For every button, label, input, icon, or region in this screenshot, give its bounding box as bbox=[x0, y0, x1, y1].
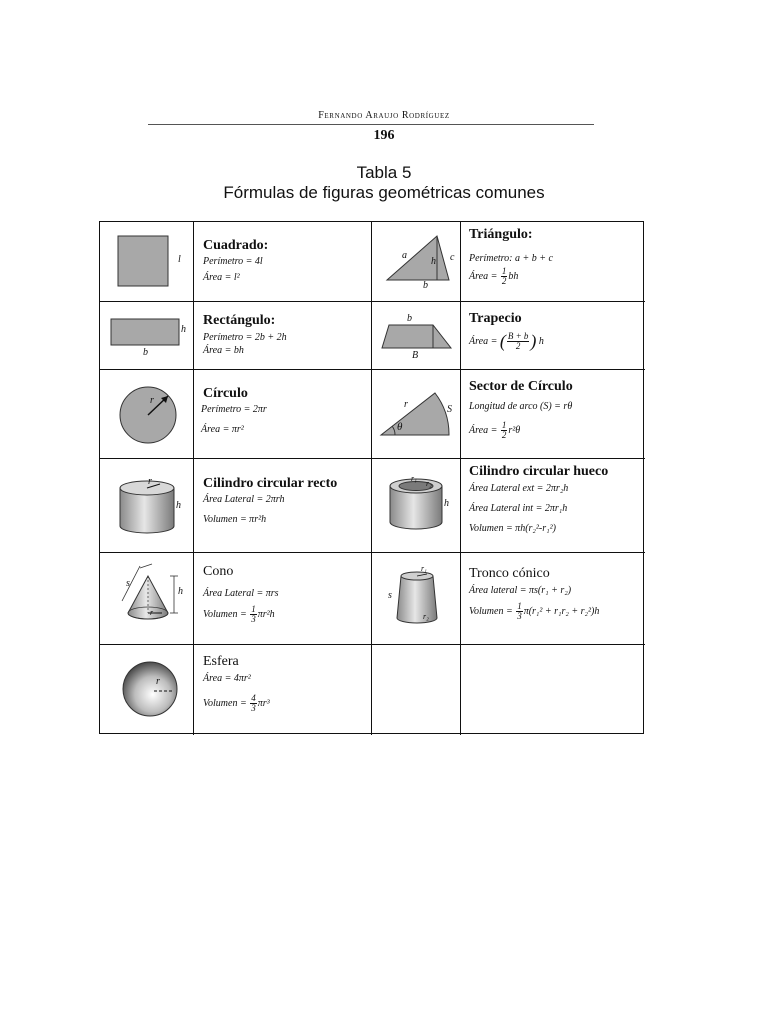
cell-cuadrado-figure bbox=[100, 222, 194, 302]
formula-tronco-lateral: Área lateral = πs(r₁ + r₂) bbox=[469, 585, 572, 596]
frac-den: 2 bbox=[501, 276, 507, 286]
frustum-r2-label: r₂ bbox=[423, 612, 429, 621]
rectangle-b-label: b bbox=[143, 347, 148, 358]
area-prefix: Área = bbox=[469, 335, 498, 347]
fraction bbox=[501, 267, 508, 286]
frustum-s-label: s bbox=[388, 590, 392, 601]
formula-cuadrado-area: Área = l² bbox=[203, 272, 240, 283]
rectangle-h-label: h bbox=[181, 324, 186, 335]
triangle-figure bbox=[371, 222, 461, 302]
cell-sector-text bbox=[460, 369, 645, 459]
hollow-r2-label: r₂ bbox=[426, 479, 432, 488]
cell-sector-figure bbox=[371, 369, 461, 459]
rectangle-figure bbox=[100, 301, 194, 370]
frac-den: 2 bbox=[501, 430, 507, 440]
hollow-h-label: h bbox=[444, 498, 449, 509]
shape-name-cilindro: Cilindro circular recto bbox=[203, 476, 338, 491]
formula-trapecio-area bbox=[469, 331, 544, 352]
frac-num: 1 bbox=[501, 266, 507, 276]
formula-cono-lateral: Área Lateral = πrs bbox=[203, 588, 279, 599]
cell-esfera-text bbox=[193, 644, 372, 735]
formula-tronco-volume bbox=[469, 602, 599, 621]
formula-circulo-perimeter: Perímetro = 2πr bbox=[201, 404, 267, 415]
cell-cilindro-figure bbox=[100, 458, 194, 553]
table-title: Tabla 5 bbox=[356, 163, 412, 182]
cell-triangulo-figure bbox=[371, 222, 461, 302]
cell-cilindro-hueco-figure bbox=[371, 458, 461, 553]
cell-circulo-figure bbox=[100, 369, 194, 459]
hollow-r1-label: r₁ bbox=[411, 474, 417, 483]
formula-cilindro-lateral: Área Lateral = 2πrh bbox=[203, 494, 285, 505]
area-prefix: Área = bbox=[469, 424, 498, 436]
cell-cilindro-text bbox=[193, 458, 372, 553]
frac-num: 1 bbox=[517, 601, 522, 611]
triangle-a-label: a bbox=[402, 250, 407, 261]
formula-circulo-area: Área = πr² bbox=[201, 424, 244, 435]
paren-close: ) bbox=[530, 331, 537, 351]
formula-sector-arc: Longitud de arco (S) = rθ bbox=[469, 401, 573, 412]
formula-hueco-lateral-int: Área Lateral int = 2πr₁h bbox=[469, 503, 568, 514]
sector-s-label: S bbox=[447, 404, 452, 415]
area-suffix: r²θ bbox=[508, 424, 521, 436]
cell-cono-text bbox=[193, 552, 372, 645]
cell-triangulo-text bbox=[460, 222, 645, 302]
frac-den: 3 bbox=[251, 614, 256, 624]
volume-prefix: Volumen = bbox=[469, 605, 513, 617]
running-head: Fernando Araujo Rodríguez bbox=[318, 110, 450, 121]
formula-triangulo-area bbox=[469, 267, 518, 286]
volume-prefix: Volumen = bbox=[203, 697, 247, 709]
formula-table bbox=[99, 221, 644, 734]
shape-name-cuadrado: Cuadrado: bbox=[203, 238, 269, 253]
cell-empty-text bbox=[460, 644, 645, 735]
triangle-c-label: c bbox=[450, 252, 455, 263]
frac-num: 1 bbox=[501, 420, 507, 430]
shape-name-triangulo: Triángulo: bbox=[469, 227, 533, 242]
shape-name-cilindro-hueco: Cilindro circular hueco bbox=[469, 464, 609, 479]
fraction bbox=[507, 332, 530, 351]
frac-num: B + b bbox=[507, 331, 529, 341]
formula-hueco-lateral-ext: Área Lateral ext = 2πr₂h bbox=[469, 483, 569, 494]
cell-rectangulo-text bbox=[193, 301, 372, 370]
circle-radius-label: r bbox=[150, 395, 154, 406]
fraction bbox=[250, 694, 257, 713]
cell-circulo-text bbox=[193, 369, 372, 459]
shape-name-circulo: Círculo bbox=[203, 386, 248, 401]
trapezoid-b-label: b bbox=[407, 313, 412, 324]
frac-den: 3 bbox=[517, 611, 522, 621]
sector-r-label: r bbox=[404, 399, 408, 410]
cone-h-label: h bbox=[178, 586, 183, 597]
formula-esfera-volume bbox=[203, 694, 270, 713]
volume-prefix: Volumen = bbox=[203, 608, 247, 620]
frac-den: 2 bbox=[515, 341, 521, 351]
frustum-figure bbox=[371, 552, 461, 645]
area-suffix: bh bbox=[508, 270, 519, 282]
sphere-figure bbox=[100, 644, 194, 735]
paren-open: ( bbox=[499, 331, 506, 351]
frac-num: 4 bbox=[251, 693, 256, 703]
cell-tronco-figure bbox=[371, 552, 461, 645]
square-side-label: l bbox=[178, 254, 181, 265]
shape-name-rectangulo: Rectángulo: bbox=[203, 313, 276, 328]
cone-s-label: s bbox=[126, 578, 130, 589]
frac-den: 3 bbox=[251, 703, 256, 713]
cell-cuadrado-text bbox=[193, 222, 372, 302]
formula-cono-volume bbox=[203, 605, 275, 624]
trapezoid-B-label: B bbox=[412, 350, 419, 361]
shape-name-cono: Cono bbox=[203, 564, 234, 579]
formula-cilindro-volume: Volumen = πr²h bbox=[203, 514, 267, 525]
shape-name-tronco: Tronco cónico bbox=[469, 566, 550, 581]
shape-name-trapecio: Trapecio bbox=[469, 311, 522, 326]
sector-theta-label: θ bbox=[397, 421, 403, 433]
triangle-h-label: h bbox=[431, 256, 436, 267]
cell-tronco-text bbox=[460, 552, 645, 645]
shape-name-esfera: Esfera bbox=[203, 654, 239, 669]
shape-name-sector: Sector de Círculo bbox=[469, 379, 573, 394]
circle-figure bbox=[100, 369, 194, 459]
cell-trapecio-text bbox=[460, 301, 645, 370]
formula-cuadrado-perimeter: Perímetro = 4l bbox=[203, 256, 263, 267]
frustum-r1-label: r₁ bbox=[421, 564, 427, 573]
cell-empty-figure bbox=[371, 644, 461, 735]
fraction bbox=[501, 421, 508, 440]
cylinder-h-label: h bbox=[176, 500, 181, 511]
cell-trapecio-figure bbox=[371, 301, 461, 370]
cell-esfera-figure bbox=[100, 644, 194, 735]
cone-figure bbox=[100, 552, 194, 645]
cell-rectangulo-figure bbox=[100, 301, 194, 370]
cell-cilindro-hueco-text bbox=[460, 458, 645, 553]
cone-r-label: r bbox=[150, 608, 154, 617]
header-rule bbox=[148, 124, 594, 125]
formula-triangulo-perimeter: Perímetro: a + b + c bbox=[469, 253, 553, 264]
fraction bbox=[250, 605, 257, 624]
area-prefix: Área = bbox=[469, 270, 498, 282]
table-subtitle: Fórmulas de figuras geométricas comunes bbox=[223, 183, 545, 202]
formula-rectangulo-perimeter: Perímetro = 2b + 2h bbox=[203, 332, 287, 343]
formula-hueco-volume: Volumen = πh(r₂²-r₁²) bbox=[469, 523, 556, 534]
cylinder-r-label: r bbox=[148, 476, 152, 487]
volume-suffix: πr²h bbox=[257, 608, 275, 620]
sphere-r-label: r bbox=[156, 676, 160, 687]
formula-esfera-area: Área = 4πr² bbox=[203, 673, 251, 684]
volume-suffix: πr³ bbox=[257, 697, 270, 709]
fraction bbox=[516, 602, 523, 621]
page-number: 196 bbox=[373, 128, 395, 143]
triangle-b-label: b bbox=[423, 280, 428, 291]
volume-suffix: π(r₁² + r₁r₂ + r₂²)h bbox=[523, 605, 600, 617]
area-suffix: h bbox=[538, 335, 544, 347]
frac-num: 1 bbox=[251, 604, 256, 614]
formula-rectangulo-area: Área = bh bbox=[203, 345, 244, 356]
formula-sector-area bbox=[469, 421, 520, 440]
cell-cono-figure bbox=[100, 552, 194, 645]
